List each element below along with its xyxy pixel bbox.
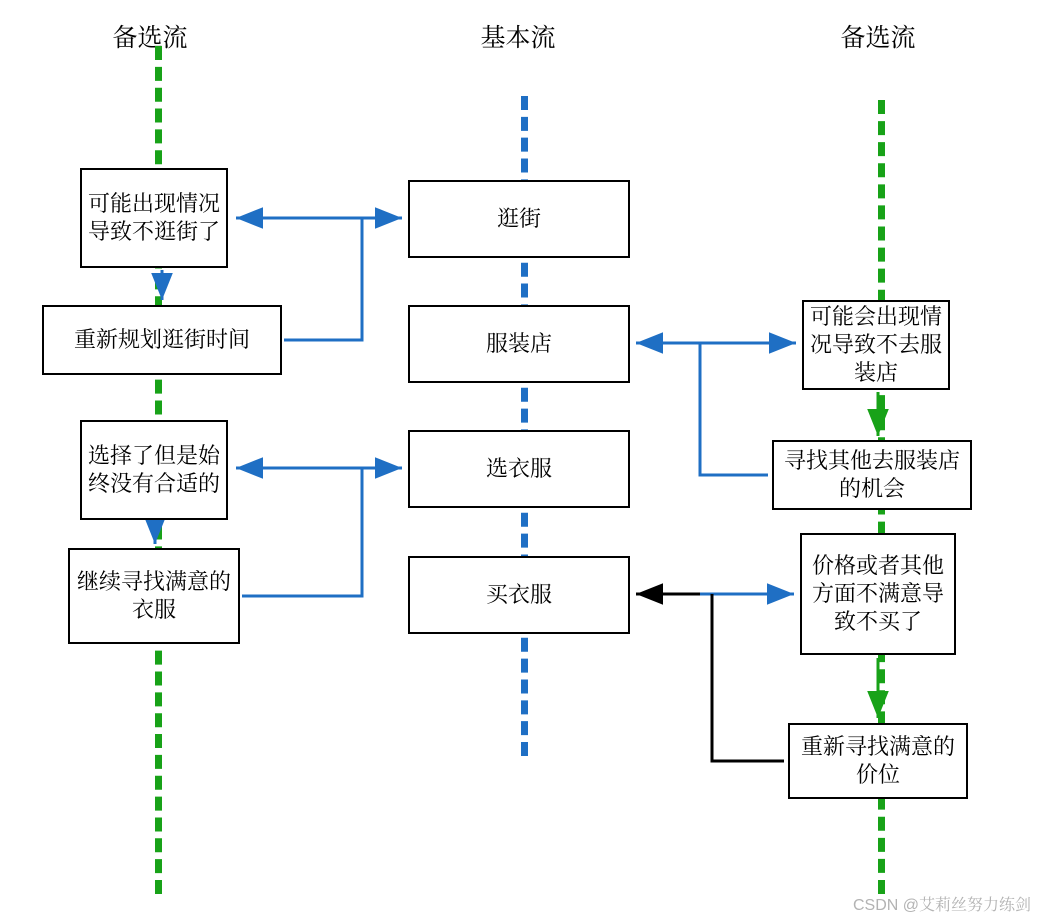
node-price-not-satisfied-label: 价格或者其他方面不满意导致不买了 [811,552,944,635]
node-buy-clothes[interactable] [408,556,630,634]
watermark: CSDN @艾莉丝努力练剑 [852,897,1031,914]
node-chose-but-nothing-fits-label: 选择了但是始终没有合适的 [88,442,221,496]
node-price-not-satisfied[interactable] [800,533,956,655]
node-keep-looking-clothes-label: 继续寻找满意的衣服 [76,568,231,622]
edge-refind-price-to-buy [712,594,784,761]
node-choose-clothes-label: 选衣服 [485,455,552,481]
node-chose-but-nothing-fits[interactable] [80,420,228,520]
node-refind-price-label: 重新寻找满意的价位 [800,733,955,787]
edge-replan-to-shopping [284,218,362,340]
column-title-center: 基本流 [480,24,556,52]
node-replan-shopping-time-label: 重新规划逛街时间 [73,326,250,352]
node-buy-clothes-label: 买衣服 [485,581,552,607]
node-choose-clothes[interactable] [408,430,630,508]
node-maybe-not-go-store[interactable] [802,300,950,390]
column-title-left: 备选流 [112,24,188,52]
node-window-shopping-label: 逛街 [496,205,541,231]
node-find-other-chance[interactable] [772,440,972,510]
node-keep-looking-clothes[interactable] [68,548,240,644]
node-find-other-chance-label: 寻找其他去服装店的机会 [783,447,960,501]
node-window-shopping[interactable] [408,180,630,258]
node-maybe-not-go-store-label: 可能会出现情况导致不去服装店 [810,303,943,386]
node-clothing-store[interactable] [408,305,630,383]
node-replan-shopping-time[interactable] [42,305,282,375]
node-maybe-not-shopping[interactable] [80,168,228,268]
node-refind-price[interactable] [788,723,968,799]
node-clothing-store-label: 服装店 [485,330,552,356]
node-maybe-not-shopping-label: 可能出现情况导致不逛街了 [88,190,221,244]
edge-keep-looking-to-choose [242,468,362,596]
column-title-right: 备选流 [840,24,916,52]
edge-find-chance-to-store [700,343,768,475]
